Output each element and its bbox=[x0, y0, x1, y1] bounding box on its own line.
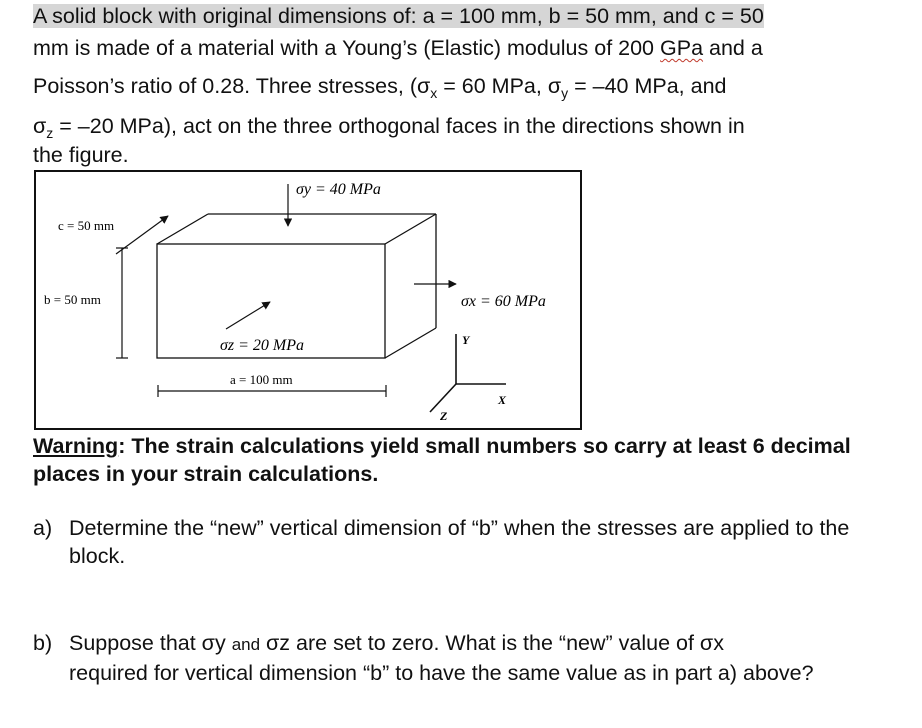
intro-text: = 60 MPa, σ bbox=[437, 74, 562, 98]
question-text-part: σz are set to zero. What is the “new” value of σx bbox=[260, 631, 724, 655]
intro-text: = –40 MPa, and bbox=[568, 74, 727, 98]
warning-prefix: Warning bbox=[33, 434, 119, 458]
axis-x-label: X bbox=[498, 393, 507, 407]
spellcheck-word: GPa bbox=[660, 36, 704, 60]
a-dimension-label: a = 100 mm bbox=[230, 372, 293, 387]
sigma-x-label: σx = 60 MPa bbox=[461, 293, 546, 310]
sigma-y-label: σy = 40 MPa bbox=[296, 181, 381, 198]
subscript: x bbox=[430, 85, 438, 101]
intro-line-2 bbox=[33, 38, 763, 60]
intro-line-5 bbox=[33, 145, 129, 167]
question-text bbox=[69, 629, 869, 687]
axis-z-label: Z bbox=[440, 409, 448, 423]
warning-text: : The strain calculations yield small numbers so carry at least 6 decimal places in your strain calculations. bbox=[33, 434, 851, 486]
subscript: y bbox=[561, 85, 569, 101]
question-text-small: and bbox=[231, 635, 261, 654]
question-label: a) bbox=[33, 516, 53, 540]
question-text-part: Suppose that σy bbox=[69, 631, 232, 655]
intro-text: and a bbox=[703, 36, 763, 60]
intro-text: mm is made of a material with a Young’s (Elastic) modulus of 200 bbox=[33, 36, 660, 60]
block-diagram bbox=[36, 172, 580, 428]
question-text-part: required for vertical dimension “b” to have the same value as in part a) above? bbox=[69, 661, 814, 685]
block-figure bbox=[34, 170, 582, 430]
intro-text: = –20 MPa), act on the three orthogonal faces in the directions shown in bbox=[53, 114, 745, 138]
warning-note bbox=[33, 432, 893, 488]
axis-y-label: Y bbox=[462, 333, 470, 347]
question-label: b) bbox=[33, 631, 53, 655]
sigma-z-arrow bbox=[226, 302, 270, 329]
intro-line-3 bbox=[33, 74, 727, 101]
sigma-z-label: σz = 20 MPa bbox=[220, 337, 305, 354]
intro-line-1 bbox=[33, 6, 764, 28]
intro-text: the figure. bbox=[33, 143, 129, 167]
subscript: z bbox=[46, 125, 54, 141]
intro-line-4 bbox=[33, 114, 745, 141]
highlighted-text: A solid block with original dimensions of: a = 100 mm, b = 50 mm, and c = 50 bbox=[33, 4, 764, 28]
intro-text: σ bbox=[33, 114, 47, 138]
c-dimension-label: c = 50 mm bbox=[58, 218, 115, 233]
question-text: Determine the “new” vertical dimension of “b” when the stresses are applied to the block. bbox=[69, 516, 850, 568]
b-dimension-label: b = 50 mm bbox=[44, 292, 101, 307]
dimension-lines bbox=[116, 184, 456, 397]
intro-text: Poisson’s ratio of 0.28. Three stresses, (σ bbox=[33, 74, 431, 98]
